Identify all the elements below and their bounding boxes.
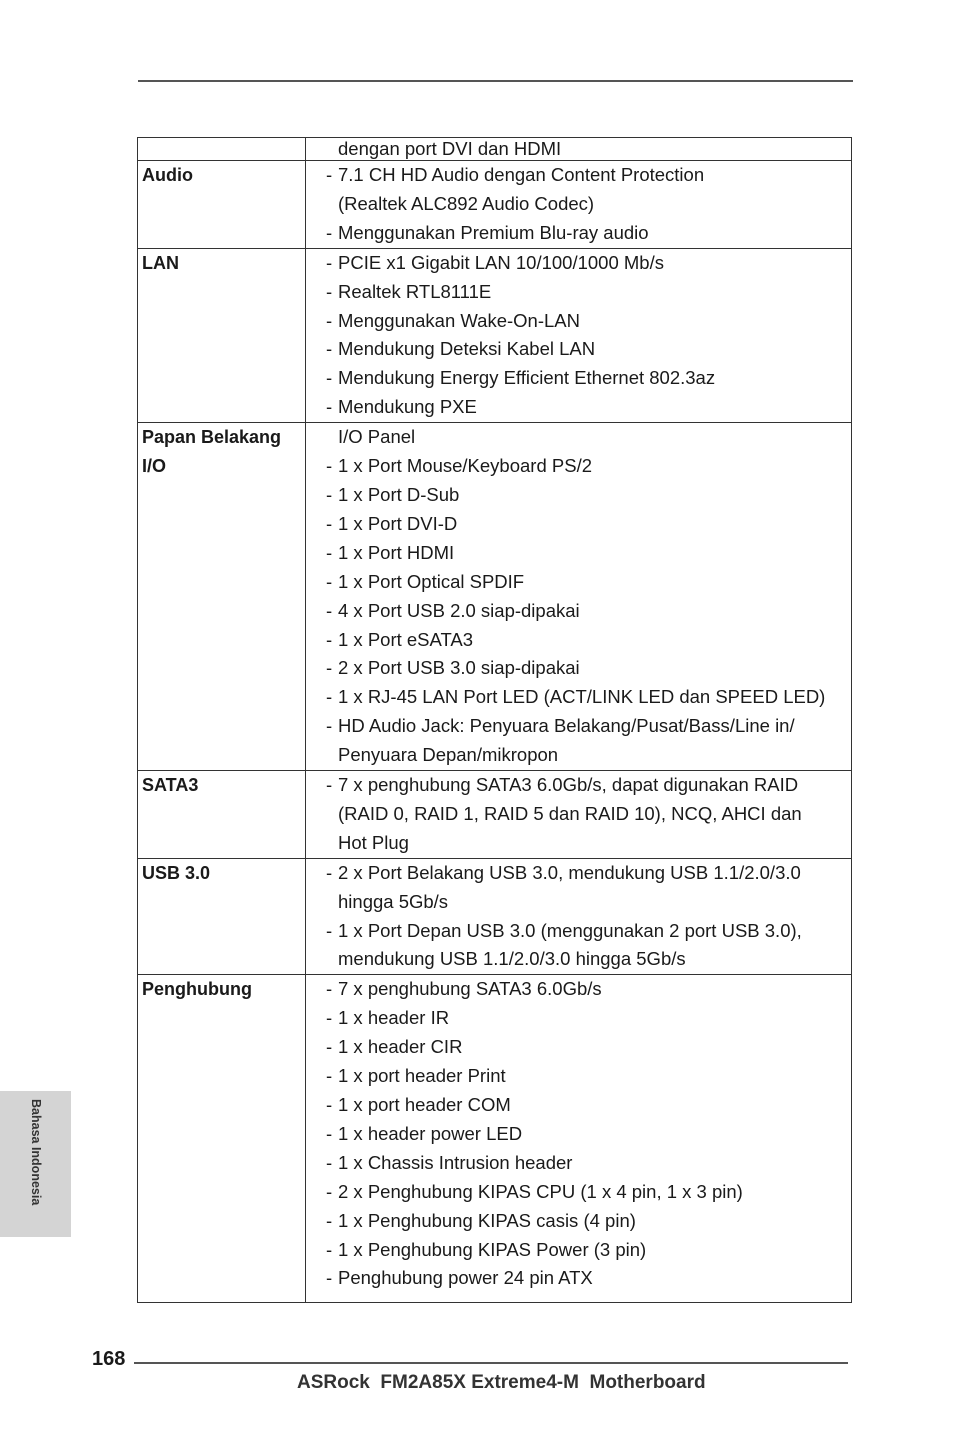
spec-value-cell (306, 975, 852, 1303)
spec-text: 7.1 CH HD Audio dengan Content Protection (338, 164, 705, 185)
spec-text: 1 x header IR (338, 1007, 450, 1029)
spec-bullet: - (326, 1180, 333, 1202)
spec-line (326, 597, 851, 626)
spec-line (326, 917, 851, 946)
spec-label-cell (138, 858, 306, 975)
spec-line (326, 364, 851, 393)
spec-bullet (326, 423, 338, 452)
spec-bullet (326, 190, 338, 219)
spec-value-cell (306, 248, 852, 422)
spec-line (326, 481, 851, 510)
spec-label-cell (138, 138, 306, 161)
spec-bullet: - (326, 599, 333, 621)
spec-line (326, 945, 851, 974)
spec-text: Menggunakan Wake-On-LAN (338, 309, 580, 331)
spec-line (326, 683, 851, 712)
spec-line (326, 307, 851, 336)
spec-line (326, 138, 851, 160)
spec-bullet: - (326, 628, 333, 650)
spec-bullet: - (326, 919, 333, 941)
spec-line (326, 1236, 851, 1265)
spec-line (326, 800, 851, 829)
spec-bullet: - (326, 483, 333, 505)
spec-bullet: - (326, 309, 333, 331)
spec-line (326, 539, 851, 568)
spec-bullet: - (326, 164, 333, 185)
spec-line (326, 1033, 851, 1062)
spec-row (138, 858, 852, 975)
spec-text: 1 x port header COM (338, 1094, 511, 1115)
spec-table (137, 137, 852, 1303)
spec-text: 1 x Port D-Sub (338, 483, 460, 505)
spec-text: PCIE x1 Gigabit LAN 10/100/1000 Mb/s (338, 251, 664, 273)
spec-bullet: - (326, 1065, 333, 1087)
footer-product-title: ASRock FM2A85X Extreme4-M Motherboard (297, 1372, 706, 1393)
spec-line (326, 712, 851, 741)
spec-text: I/O Panel (338, 426, 416, 448)
spec-text: 1 x port header Print (338, 1065, 506, 1087)
spec-text: 1 x header power LED (338, 1122, 523, 1144)
language-side-tab-label: Bahasa Indonesia (29, 1099, 43, 1206)
spec-line (326, 626, 851, 655)
spec-bullet (326, 741, 338, 770)
spec-text: 1 x Port eSATA3 (338, 628, 474, 650)
spec-text: Mendukung PXE (338, 396, 477, 418)
spec-bullet: - (326, 978, 333, 1000)
spec-label-cell (138, 248, 306, 422)
spec-bullet: - (326, 1267, 333, 1289)
spec-label: Papan Belakang (142, 427, 282, 448)
spec-text: 1 x Port Depan USB 3.0 (menggunakan 2 port USB 3.0), (338, 919, 802, 941)
spec-text: 1 x Penghubung KIPAS casis (4 pin) (338, 1209, 636, 1231)
spec-bullet: - (326, 1094, 333, 1115)
spec-text: 1 x Port Mouse/Keyboard PS/2 (338, 455, 592, 477)
spec-line (326, 1004, 851, 1033)
spec-line (326, 190, 851, 219)
spec-label: I/O (142, 456, 167, 477)
spec-text: mendukung USB 1.1/2.0/3.0 hingga 5Gb/s (338, 948, 686, 970)
spec-label-cell (138, 423, 306, 771)
spec-line (326, 568, 851, 597)
spec-bullet: - (326, 396, 333, 418)
footer-rule (134, 1362, 848, 1364)
spec-text: 1 x Port HDMI (338, 541, 455, 563)
spec-value-cell (306, 138, 852, 161)
spec-text: 1 x Penghubung KIPAS Power (3 pin) (338, 1238, 647, 1260)
spec-bullet (326, 800, 338, 829)
spec-value-cell (306, 161, 852, 249)
spec-line (326, 393, 851, 422)
spec-text: 4 x Port USB 2.0 siap-dipakai (338, 599, 580, 621)
spec-label-cell (138, 771, 306, 859)
spec-value-cell (306, 771, 852, 859)
spec-text: Mendukung Energy Efficient Ethernet 802.3az (338, 367, 716, 389)
spec-text: 1 x Port DVI-D (338, 512, 458, 534)
spec-line (326, 829, 851, 858)
spec-text: 1 x Chassis Intrusion header (338, 1151, 573, 1173)
spec-value-cell (306, 858, 852, 975)
spec-row (138, 975, 852, 1303)
spec-row (138, 248, 852, 422)
spec-text: Penghubung power 24 pin ATX (338, 1267, 593, 1289)
spec-bullet: - (326, 686, 333, 708)
spec-text: Mendukung Deteksi Kabel LAN (338, 338, 596, 360)
spec-line (326, 161, 851, 190)
spec-text: Penyuara Depan/mikropon (338, 744, 559, 766)
spec-table-body (138, 138, 852, 1303)
spec-line (326, 1120, 851, 1149)
spec-bullet: - (326, 657, 333, 679)
spec-row (138, 161, 852, 249)
spec-text: 2 x Port Belakang USB 3.0, mendukung USB 1.1/2.0/3.0 (338, 861, 801, 883)
spec-bullet: - (326, 1238, 333, 1260)
spec-line (326, 1264, 851, 1293)
spec-bullet: - (326, 715, 333, 737)
spec-text: Hot Plug (338, 831, 409, 853)
spec-bullet: - (326, 512, 333, 534)
spec-text: hingga 5Gb/s (338, 890, 449, 912)
spec-row (138, 138, 852, 161)
spec-bullet: - (326, 541, 333, 563)
spec-bullet: - (326, 367, 333, 389)
spec-bullet: - (326, 1151, 333, 1173)
spec-label: LAN (142, 252, 179, 273)
spec-bullet: - (326, 251, 333, 273)
spec-bullet (326, 829, 338, 858)
spec-line (326, 741, 851, 770)
spec-bullet: - (326, 221, 333, 243)
spec-label-cell (138, 975, 306, 1303)
header-rule (138, 80, 853, 82)
spec-label: Audio (142, 165, 193, 185)
spec-text: 7 x penghubung SATA3 6.0Gb/s (338, 978, 602, 1000)
spec-bullet: - (326, 1122, 333, 1144)
spec-text: Menggunakan Premium Blu-ray audio (338, 221, 649, 243)
spec-line (326, 219, 851, 248)
spec-line (326, 654, 851, 683)
spec-line (326, 859, 851, 888)
spec-bullet: - (326, 1007, 333, 1029)
spec-line (326, 975, 851, 1004)
spec-label: Penghubung (142, 979, 252, 1000)
spec-text: dengan port DVI dan HDMI (338, 138, 562, 159)
spec-line (326, 1178, 851, 1207)
spec-row (138, 771, 852, 859)
spec-bullet: - (326, 1209, 333, 1231)
spec-line (326, 1062, 851, 1091)
spec-label-cell (138, 161, 306, 249)
spec-line (326, 1207, 851, 1236)
spec-line (326, 888, 851, 917)
spec-bullet: - (326, 861, 333, 883)
spec-text: 2 x Port USB 3.0 siap-dipakai (338, 657, 580, 679)
spec-bullet: - (326, 570, 333, 592)
spec-bullet (326, 888, 338, 917)
spec-row (138, 423, 852, 771)
spec-bullet (326, 138, 338, 160)
spec-text: 1 x header CIR (338, 1036, 463, 1058)
language-side-tab (0, 1091, 71, 1237)
spec-label: USB 3.0 (142, 862, 211, 883)
spec-text: Realtek RTL8111E (338, 280, 492, 302)
spec-bullet: - (326, 338, 333, 360)
spec-text: 1 x RJ-45 LAN Port LED (ACT/LINK LED dan SPEED LED) (338, 686, 826, 708)
spec-line (326, 1091, 851, 1120)
spec-label: SATA3 (142, 775, 199, 796)
spec-line (326, 771, 851, 800)
spec-text: 7 x penghubung SATA3 6.0Gb/s, dapat digunakan RAID (338, 774, 799, 796)
spec-line (326, 452, 851, 481)
spec-line (326, 423, 851, 452)
spec-bullet: - (326, 455, 333, 477)
spec-text: 1 x Port Optical SPDIF (338, 570, 525, 592)
spec-line (326, 1149, 851, 1178)
spec-text: (Realtek ALC892 Audio Codec) (338, 192, 595, 214)
spec-line (326, 510, 851, 539)
page-number: 168 (92, 1348, 126, 1370)
spec-line (326, 335, 851, 364)
spec-text: (RAID 0, RAID 1, RAID 5 dan RAID 10), NCQ, AHCI dan (338, 802, 802, 824)
spec-value-cell (306, 423, 852, 771)
spec-text: 2 x Penghubung KIPAS CPU (1 x 4 pin, 1 x 3 pin) (338, 1180, 743, 1202)
spec-line (326, 278, 851, 307)
spec-bullet: - (326, 280, 333, 302)
spec-line (326, 249, 851, 278)
spec-bullet: - (326, 774, 333, 796)
spec-bullet: - (326, 1036, 333, 1058)
spec-bullet (326, 945, 338, 974)
spec-text: HD Audio Jack: Penyuara Belakang/Pusat/Bass/Line in/ (338, 715, 795, 737)
